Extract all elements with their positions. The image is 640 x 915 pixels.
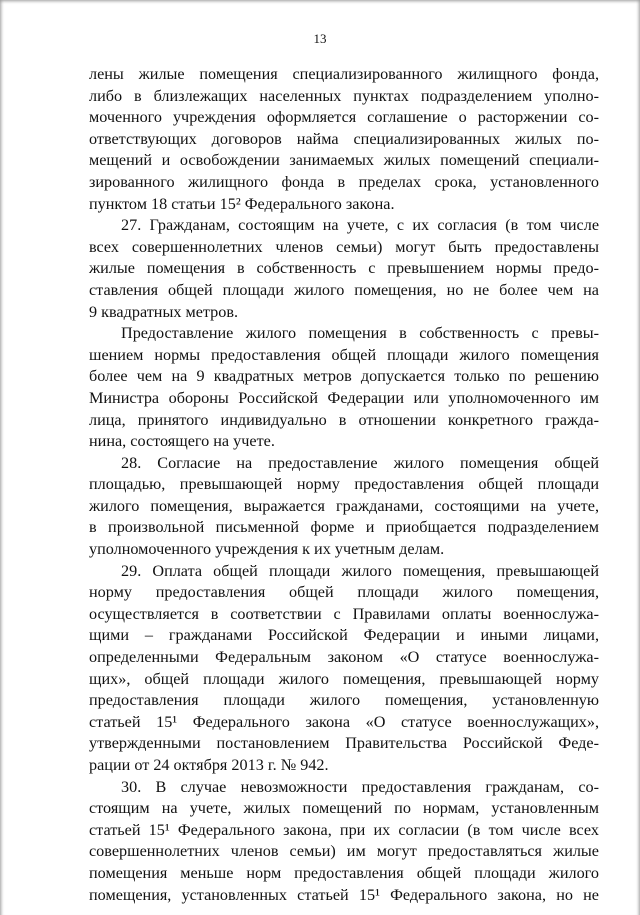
paragraph-continuation: [89, 64, 599, 215]
text-line: 30. В случае невозможности предоставления гражданам, со-: [121, 777, 599, 796]
text-line: всех совершеннолетних членов семьи) могут быть предоставлены: [89, 237, 599, 256]
text-line: совершеннолетних членов семьи) им могут предоставляться жилые: [89, 842, 599, 861]
text-line: уполномоченного учреждения к их учетным делам.: [89, 540, 445, 559]
text-line: пунктом 18 статьи 15² Федерального закона.: [89, 194, 395, 213]
text-line: нина, состоящего на учете.: [89, 432, 275, 451]
paragraph-27: [89, 215, 599, 323]
text-line: определенными Федеральным законом «О статусе военнослужа-: [89, 648, 599, 667]
text-line: шением нормы предоставления общей площади жилого помещения: [89, 345, 599, 364]
text-line: Предоставление жилого помещения в собственность с превы-: [121, 324, 599, 343]
text-line: рации от 24 октября 2013 г. № 942.: [89, 756, 329, 774]
text-line: лица, принятого индивидуально в отношении конкретного гражда-: [89, 410, 599, 429]
text-line: помещения меньше норм предоставления общей площади жилого: [89, 863, 599, 882]
text-line: мещений и освобождении занимаемых жилых помещений специали-: [89, 151, 599, 170]
document-body: [89, 64, 599, 906]
text-line: 9 квадратных метров.: [89, 302, 239, 321]
text-line: либо в близлежащих населенных пунктах подразделением уполно-: [89, 86, 599, 105]
text-line: щими – гражданами Российской Федерации и иными лицами,: [89, 626, 599, 645]
text-line: площадью, превышающей норму предоставления общей площади: [89, 475, 599, 494]
text-line: Министра обороны Российской Федерации или уполномоченного им: [89, 388, 599, 407]
text-line: щих», общей площади жилого помещения, превышающей норму: [89, 669, 599, 688]
text-line: утвержденными постановлением Правительства Российской Феде-: [89, 734, 599, 753]
paragraph-29: [89, 561, 599, 777]
text-line: осуществляется в соответствии с Правилами оплаты военнослужа-: [89, 604, 599, 623]
text-line: жилые помещения в собственность с превышением нормы предо-: [89, 259, 599, 278]
paragraph-27-continued: [89, 323, 599, 453]
text-line: 27. Гражданам, состоящим на учете, с их согласия (в том числе: [121, 216, 599, 235]
text-line: лены жилые помещения специализированного жилищного фонда,: [89, 65, 599, 83]
text-line: норму предоставления общей площади жилого помещения,: [89, 583, 599, 602]
text-line: ответствующих договоров найма специализированных жилых по-: [89, 129, 599, 148]
text-line: помещения, установленных статьей 15¹ Федерального закона, но не: [89, 885, 599, 904]
page-number: 13: [313, 31, 327, 46]
text-line: более чем на 9 квадратных метров допускается только по решению: [89, 367, 599, 386]
paragraph-28: [89, 453, 599, 561]
text-line: зированного жилищного фонда в пределах срока, установленного: [89, 172, 599, 191]
text-line: предоставления площади жилого помещения, установленную: [89, 691, 599, 710]
text-line: моченного учреждения оформляется соглашение о расторжении со-: [89, 108, 599, 127]
text-line: 28. Согласие на предоставление жилого помещения общей: [121, 453, 599, 472]
text-line: жилого помещения, выражается гражданами, состоящими на учете,: [89, 496, 599, 515]
text-line: 29. Оплата общей площади жилого помещения, превышающей: [121, 561, 599, 580]
text-line: статьей 15¹ Федерального закона, при их согласии (в том числе всех: [89, 820, 599, 839]
text-line: ставления общей площади жилого помещения, но не более чем на: [89, 280, 599, 299]
text-line: в произвольной письменной форме и приобщается подразделением: [89, 518, 599, 537]
text-line: стоящим на учете, жилых помещений по нормам, установленным: [89, 799, 599, 818]
paragraph-30: [89, 777, 599, 907]
text-line: статьей 15¹ Федерального закона «О статусе военнослужащих»,: [89, 712, 599, 731]
